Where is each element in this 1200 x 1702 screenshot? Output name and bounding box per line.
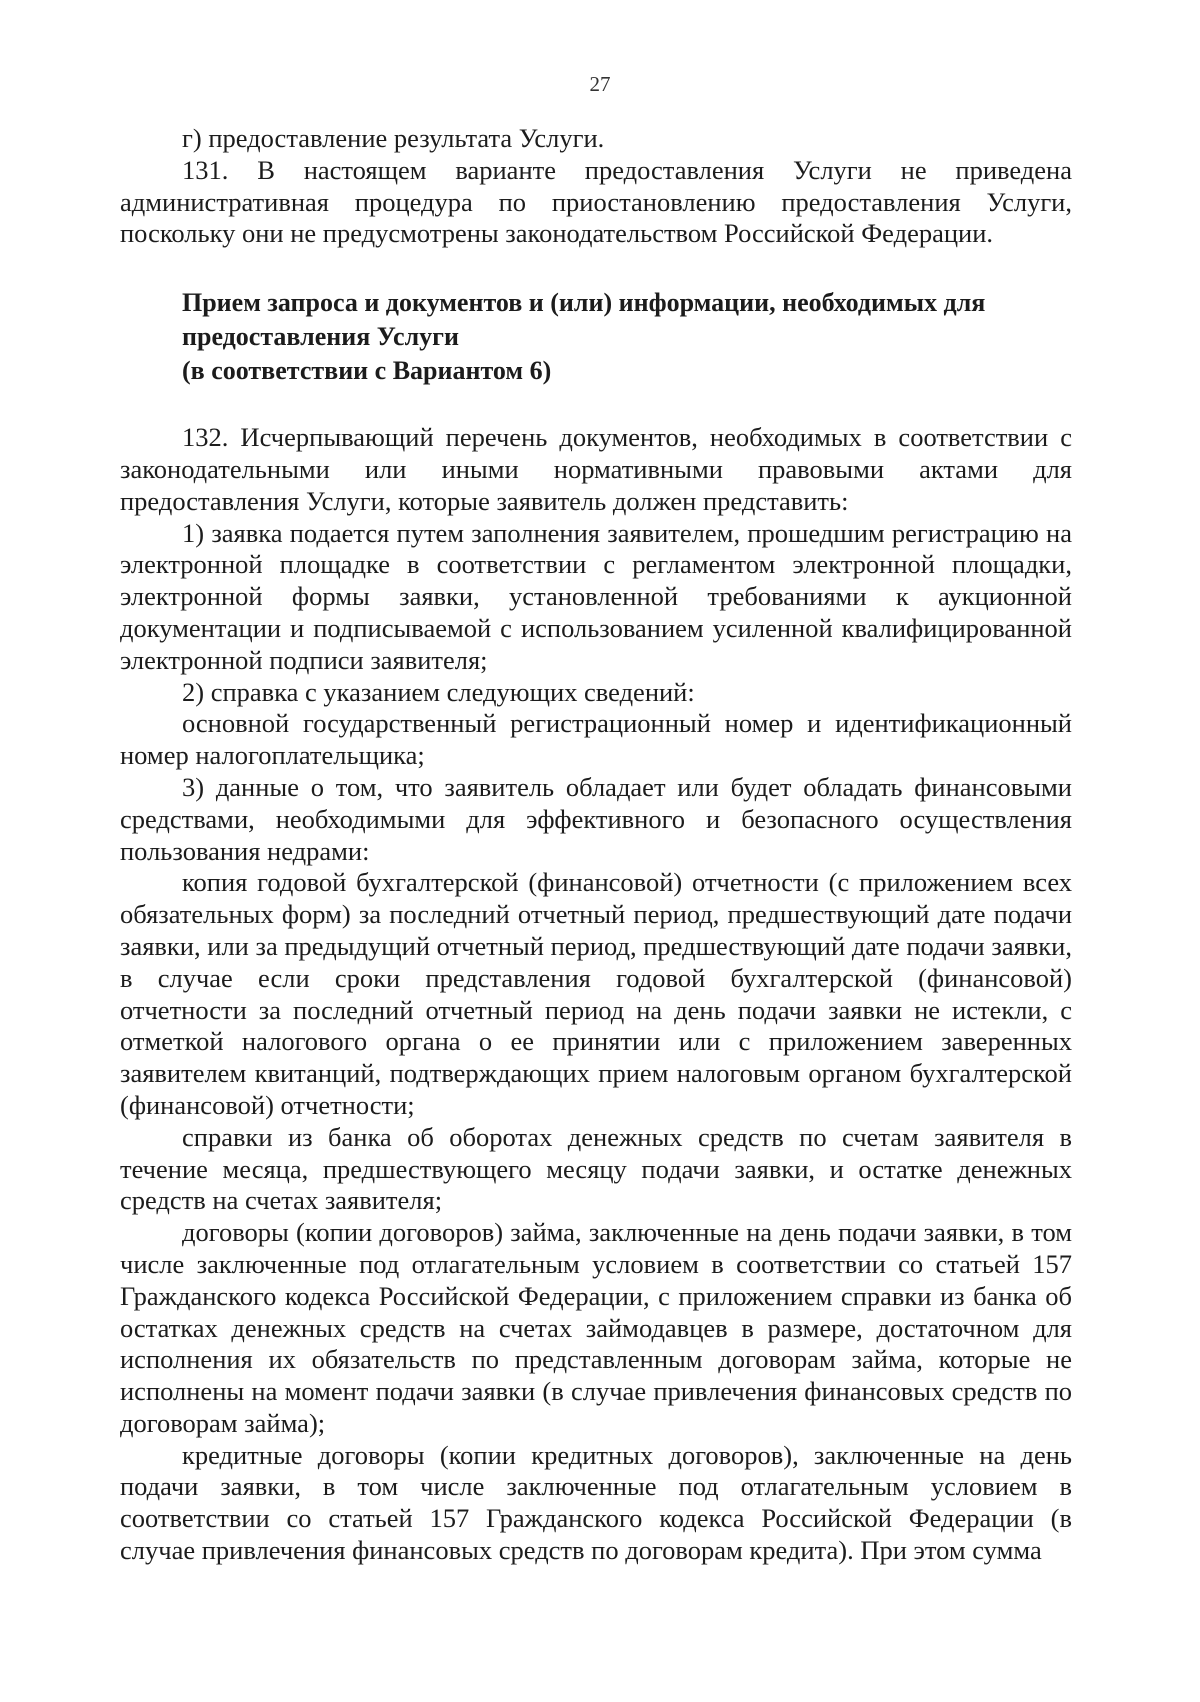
- paragraph-loan-agreements: договоры (копии договоров) займа, заключенные на день подачи заявки, в том числе заключенные под отлагательным условием в соответствии со статьей 157 Гражданского кодекса Российской Федерации, с приложением справки из банка об остатках денежных средств на счетах займодавцев в размере, достаточном для исполнения их обязательств по представленным договорам займа, которые не исполнены на момент подачи заявки (в случае привлечения финансовых средств по договорам займа);: [120, 1217, 1072, 1438]
- paragraph-credit-agreements: кредитные договоры (копии кредитных договоров), заключенные на день подачи заявки, в том числе заключенные под отлагательным условием в соответствии со статьей 157 Гражданского кодекса Российской Федерации (в случае привлечения финансовых средств по договорам кредита). При этом сумма: [120, 1439, 1072, 1566]
- document-body: [120, 123, 1072, 1567]
- paragraph-132: 132. Исчерпывающий перечень документов, необходимых в соответствии с законодательными или иными нормативными правовыми актами для предоставления Услуги, которые заявитель должен представить:: [120, 422, 1072, 516]
- paragraph-annual-reports: копия годовой бухгалтерской (финансовой) отчетности (с приложением всех обязательных форм) за последний отчетный период, предшествующий дате подачи заявки, или за предыдущий отчетный период, предшествующий дате подачи заявки, в случае если сроки представления годовой бухгалтерской (финансовой) отчетности за последний отчетный период на день подачи заявки не истекли, с отметкой налогового органа о ее принятии или с приложением заверенных заявителем квитанций, подтверждающих прием налоговым органом бухгалтерской (финансовой) отчетности;: [120, 867, 1072, 1120]
- list-item-1-application: 1) заявка подается путем заполнения заявителем, прошедшим регистрацию на электронной площадке в соответствии с регламентом электронной площадки, электронной формы заявки, установленной требованиями к аукционной документации и подписываемой с использованием усиленной квалифицированной электронной подписи заявителя;: [120, 517, 1072, 675]
- section-heading-line-2: предоставления Услуги: [182, 322, 459, 352]
- section-heading: [120, 286, 1072, 388]
- section-heading-line-1: Прием запроса и документов и (или) информации, необходимых для: [182, 288, 986, 318]
- list-item-2-certificate: 2) справка с указанием следующих сведений:: [182, 676, 695, 707]
- paragraph-bank-statements: справки из банка об оборотах денежных средств по счетам заявителя в течение месяца, предшествующего месяцу подачи заявки, и остатке денежных средств на счетах заявителя;: [120, 1121, 1072, 1216]
- paragraph-131: 131. В настоящем варианте предоставления Услуги не приведена административная процедура по приостановлению предоставления Услуги, поскольку они не предусмотрены законодательством Российской Федерации.: [120, 154, 1072, 249]
- page-number: 27: [589, 72, 611, 96]
- section-heading-line-3: (в соответствии с Вариантом 6): [182, 356, 552, 386]
- list-item-3-financial-means: 3) данные о том, что заявитель обладает или будет обладать финансовыми средствами, необходимыми для эффективного и безопасного осуществления пользования недрами:: [120, 771, 1072, 866]
- paragraph-result-provision: г) предоставление результата Услуги.: [182, 123, 605, 153]
- paragraph-registration-numbers: основной государственный регистрационный номер и идентификационный номер налогоплательщика;: [120, 708, 1072, 771]
